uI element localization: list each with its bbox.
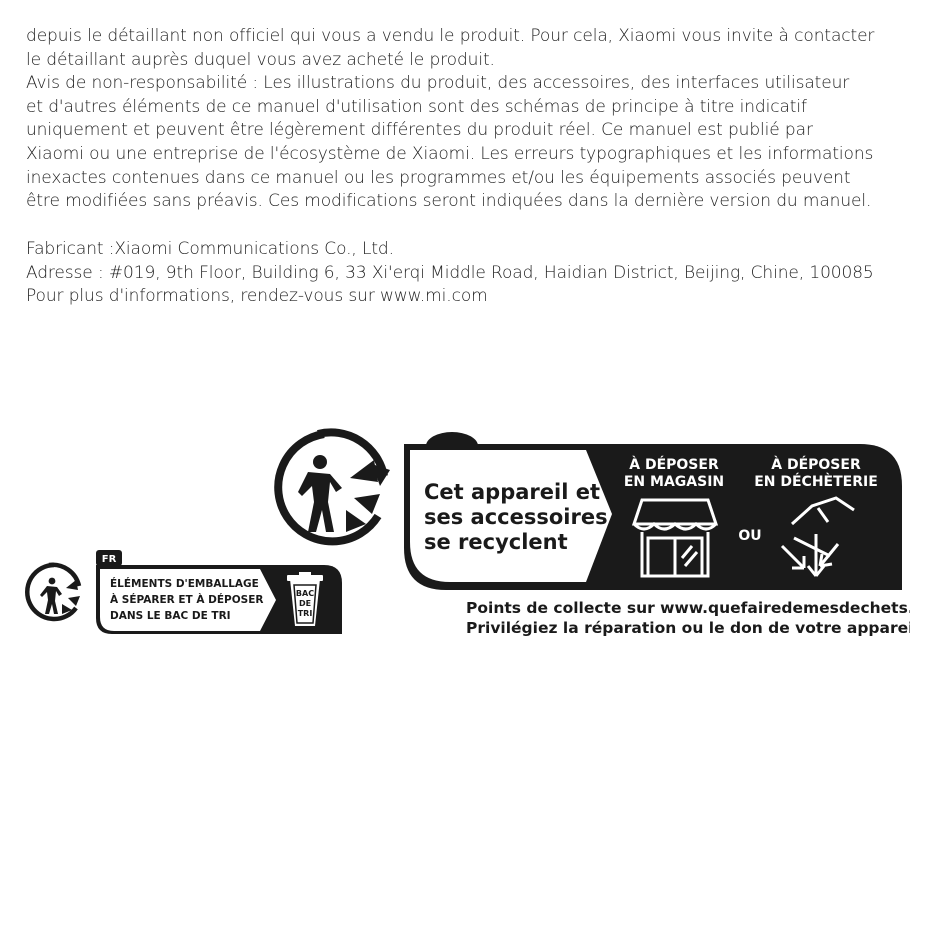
device-headline-line: Cet appareil et (424, 480, 600, 504)
repair-advice-text: Privilégiez la réparation ou le don de votre appareil ! (466, 619, 910, 637)
device-label-graphic (270, 428, 910, 640)
text-line: inexactes contenues dans ce manuel ou les programmes et/ou les équipements associés peuvent (26, 167, 851, 188)
manufacturer-line: Fabricant :Xiaomi Communications Co., Ltd. (26, 239, 394, 259)
dump-option-line: EN DÉCHÈTERIE (754, 474, 878, 490)
text-line: être modifiées sans préavis. Ces modifications seront indiquées dans la dernière version du manuel. (26, 191, 872, 212)
text-line: le détaillant auprès duquel vous avez acheté le produit. (26, 49, 495, 70)
bin-label-line: BAC (295, 589, 315, 598)
dump-option-line: À DÉPOSER (771, 457, 861, 473)
device-headline-line: ses accessoires (424, 505, 608, 529)
bin-label-line: DE (298, 599, 312, 608)
recycle-person-icon (278, 432, 390, 541)
country-tag: FR (101, 554, 117, 565)
store-option-line: EN MAGASIN (623, 474, 725, 490)
website-line: Pour plus d'informations, rendez-vous sur www.mi.com (26, 286, 488, 307)
text-line: depuis le détaillant non officiel qui vous a vendu le produit. Pour cela, Xiaomi vous invite à contacter (26, 26, 875, 46)
packaging-label-line: DANS LE BAC DE TRI (110, 610, 231, 622)
text-line: Xiaomi ou une entreprise de l'écosystème de Xiaomi. Les erreurs typographiques et les informations (26, 143, 874, 164)
or-separator: OU (738, 528, 762, 544)
bin-label-line: TRI (297, 609, 313, 618)
manufacturer-info (26, 238, 926, 309)
device-recycling-label (270, 428, 910, 640)
disclaimer-paragraph (26, 25, 926, 214)
text-line: et d'autres éléments de ce manuel d'utilisation sont des schémas de principe à titre indicatif (26, 96, 807, 117)
store-option-line: À DÉPOSER (629, 457, 719, 473)
packaging-label-line: ÉLÉMENTS D'EMBALLAGE (110, 578, 259, 590)
device-headline-line: se recyclent (424, 530, 568, 554)
text-line: uniquement et peuvent être légèrement différentes du produit réel. Ce manuel est publié par (26, 120, 813, 141)
collection-points-text: Points de collecte sur www.quefairedemesdechets.fr (466, 599, 910, 617)
packaging-label-line: À SÉPARER ET À DÉPOSER (110, 594, 264, 606)
text-line: Avis de non-responsabilité : Les illustrations du produit, des accessoires, des interfaces utilisateur (26, 73, 850, 94)
triman-icon (27, 565, 80, 619)
address-line: Adresse : #019, 9th Floor, Building 6, 33 Xi'erqi Middle Road, Haidian District, Beijing, Chine, 100085 (26, 262, 874, 283)
